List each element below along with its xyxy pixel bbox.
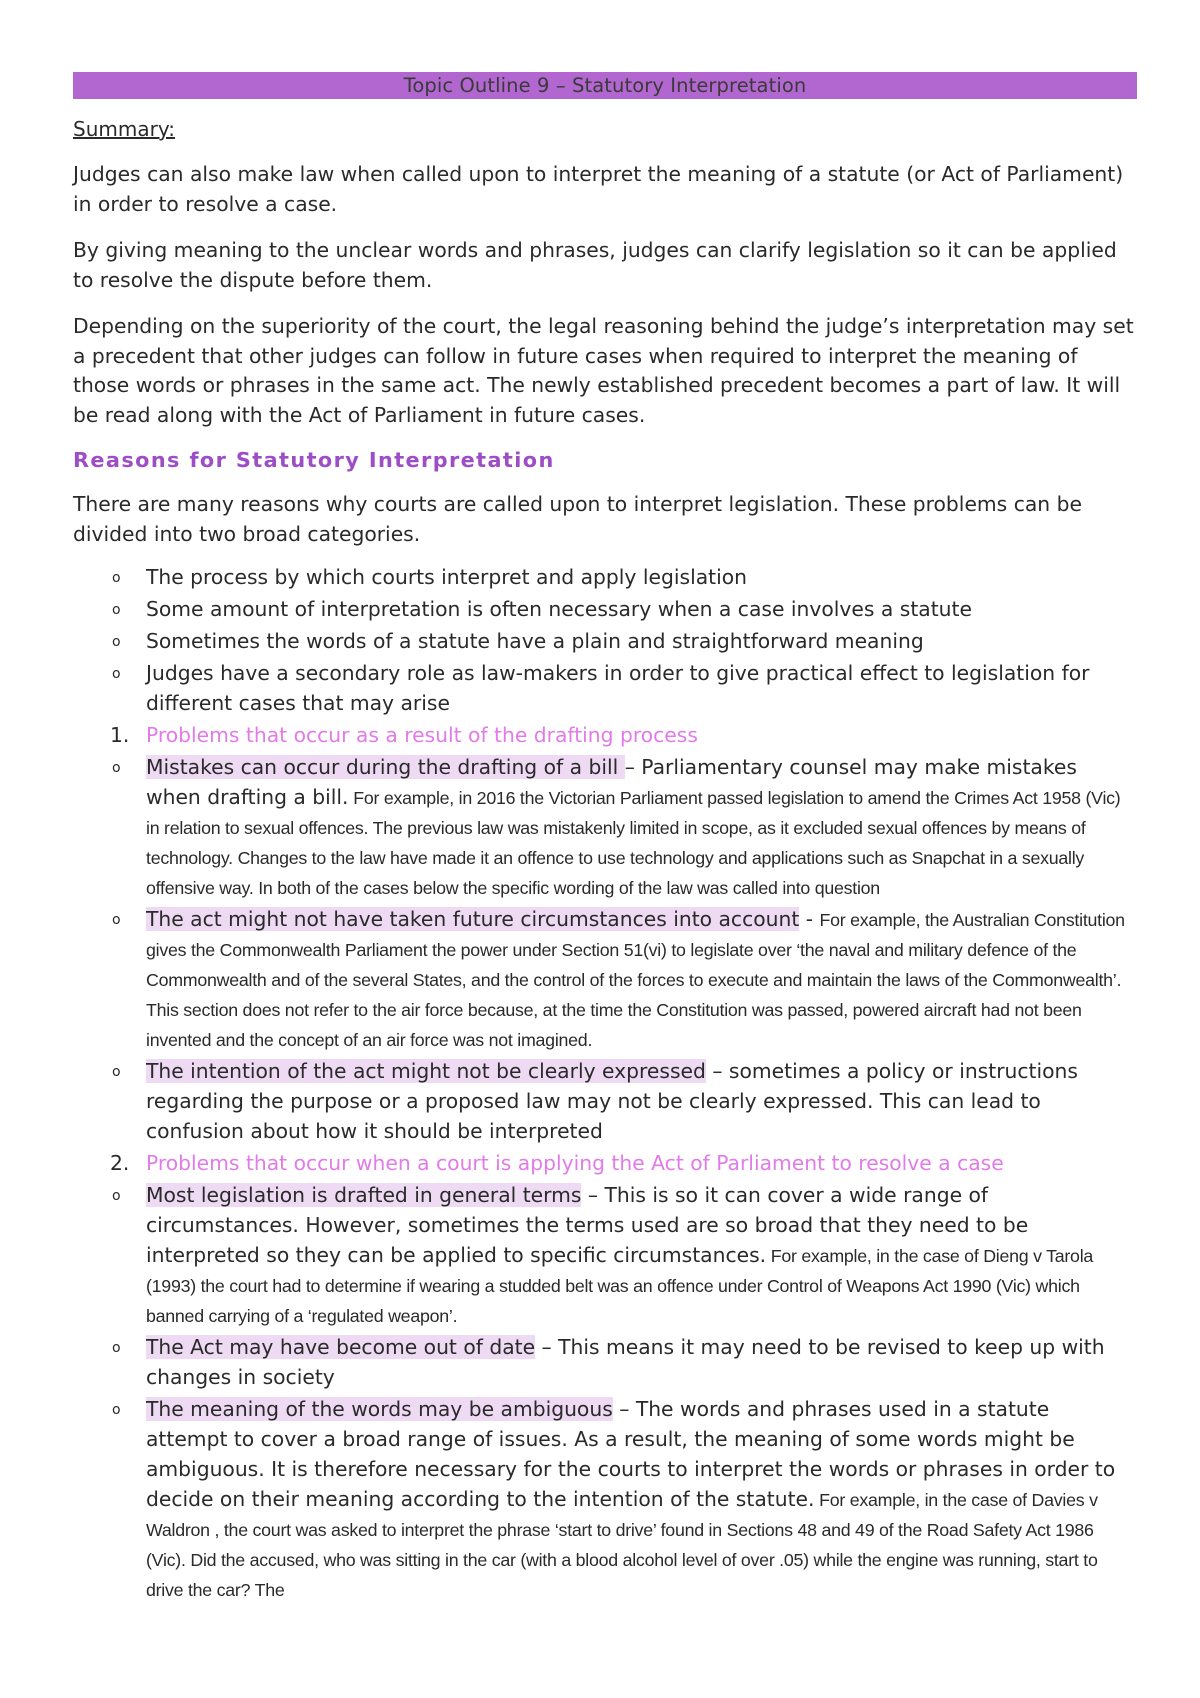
highlighted-term: The intention of the act might not be clearly expressed	[146, 1059, 706, 1083]
list-item-text: Some amount of interpretation is often necessary when a case involves a statute	[146, 597, 972, 621]
document-page	[73, 72, 1137, 1606]
list-item	[73, 904, 1137, 1054]
example-text: For example, in the case of Davies v Waldron , the court was asked to interpret the phrase ‘start to drive’ found in Sections 48 and 49 of the Road Safety Act 1986 (Vic). Did the accused, who was sitting in the car (with a blood alcohol level of over .05) while the engine was running, start to drive the car? The	[146, 1490, 1098, 1600]
bullet-icon: o	[112, 634, 121, 650]
list-item	[73, 1056, 1137, 1146]
section-heading: Reasons for Statutory Interpretation	[73, 448, 555, 472]
example-text: For example, in 2016 the Victorian Parliament passed legislation to amend the Crimes Act 1958 (Vic) in relation to sexual offences. The previous law was mistakenly limited in scope, as it excluded sexual offences by means of technology. Changes to the law have made it an offence to use technology and applications such as Snapchat in a sexually offensive way. In both of the cases below the specific wording of the law was called into question	[146, 788, 1121, 898]
summary-paragraph: By giving meaning to the unclear words and phrases, judges can clarify legislation so it can be applied to resolve the dispute before them.	[73, 238, 1117, 292]
bullet-icon: o	[112, 1064, 121, 1080]
list-item	[73, 658, 1137, 718]
bullet-icon: o	[112, 666, 121, 682]
summary-label: Summary:	[73, 117, 175, 141]
example-text: For example, the Australian Constitution gives the Commonwealth Parliament the power under Section 51(vi) to legislate over ‘the naval and military defence of the Commonwealth and of the several States, and the control of the forces to execute and maintain the laws of the Commonwealth’. This section does not refer to the air force because, at the time the Constitution was passed, powered aircraft had not been invented and the concept of an air force was not imagined.	[146, 910, 1125, 1050]
list-item	[73, 594, 1137, 624]
highlighted-term: The meaning of the words may be ambiguous	[146, 1397, 613, 1421]
list-item-text: – This means it may need to be revised to keep up with changes in society	[146, 1335, 1105, 1389]
category-number: 2.	[110, 1151, 130, 1175]
bullet-icon: o	[112, 1402, 121, 1418]
list-item-text: -	[799, 907, 820, 931]
category-text: Problems that occur when a court is applying the Act of Parliament to resolve a case	[146, 1151, 1004, 1175]
example-text: For example, in the case of Dieng v Tarola (1993) the court had to determine if wearing a studded belt was an offence under Control of Weapons Act 1990 (Vic) which banned carrying of a ‘regulated weapon’.	[146, 1246, 1094, 1326]
list-item	[73, 1332, 1137, 1392]
category-heading	[73, 1148, 1137, 1178]
bullet-icon: o	[112, 602, 121, 618]
highlighted-term: The act might not have taken future circumstances into account	[146, 907, 800, 931]
bullet-icon: o	[112, 570, 121, 586]
list-item	[73, 1180, 1137, 1330]
reasons-list	[73, 562, 1137, 1604]
bullet-icon: o	[112, 1188, 121, 1204]
list-item-text: – The words and phrases used in a statute attempt to cover a broad range of issues. As a result, the meaning of some words might be ambiguous. It is therefore necessary for the courts to interpret the words or phrases in order to decide on their meaning according to the intention of the statute.	[146, 1397, 1116, 1511]
highlighted-term: Most legislation is drafted in general terms	[146, 1183, 582, 1207]
bullet-icon: o	[112, 1340, 121, 1356]
list-item-text: Sometimes the words of a statute have a plain and straightforward meaning	[146, 629, 924, 653]
intro-paragraph: There are many reasons why courts are called upon to interpret legislation. These problems can be divided into two broad categories.	[73, 492, 1082, 546]
summary-paragraph: Judges can also make law when called upon to interpret the meaning of a statute (or Act of Parliament) in order to resolve a case.	[73, 162, 1124, 216]
list-item	[73, 626, 1137, 656]
list-item-text: Judges have a secondary role as law-makers in order to give practical effect to legislation for different cases that may arise	[146, 661, 1090, 715]
category-text: Problems that occur as a result of the drafting process	[146, 723, 698, 747]
list-item-text: The process by which courts interpret and apply legislation	[146, 565, 747, 589]
list-item-text: – Parliamentary counsel may make mistakes when drafting a bill.	[146, 755, 1077, 809]
list-item-text: – sometimes a policy or instructions regarding the purpose or a proposed law may not be clearly expressed. This can lead to confusion about how it should be interpreted	[146, 1059, 1078, 1143]
category-heading	[73, 720, 1137, 750]
list-item-text: – This is so it can cover a wide range of circumstances. However, sometimes the terms used are so broad that they need to be interpreted so they can be applied to specific circumstances.	[146, 1183, 1029, 1267]
list-item	[73, 752, 1137, 902]
highlighted-term: The Act may have become out of date	[146, 1335, 536, 1359]
list-item	[73, 1394, 1137, 1604]
document-title: Topic Outline 9 – Statutory Interpretation	[73, 72, 1137, 99]
list-item	[73, 562, 1137, 592]
category-number: 1.	[110, 723, 130, 747]
bullet-icon: o	[112, 912, 121, 928]
bullet-icon: o	[112, 760, 121, 776]
summary-paragraph: Depending on the superiority of the court, the legal reasoning behind the judge’s interpretation may set a precedent that other judges can follow in future cases when required to interpret the meaning of those words or phrases in the same act. The newly established precedent becomes a part of law. It will be read along with the Act of Parliament in future cases.	[73, 314, 1134, 427]
highlighted-term: Mistakes can occur during the drafting of a bill	[146, 755, 625, 779]
